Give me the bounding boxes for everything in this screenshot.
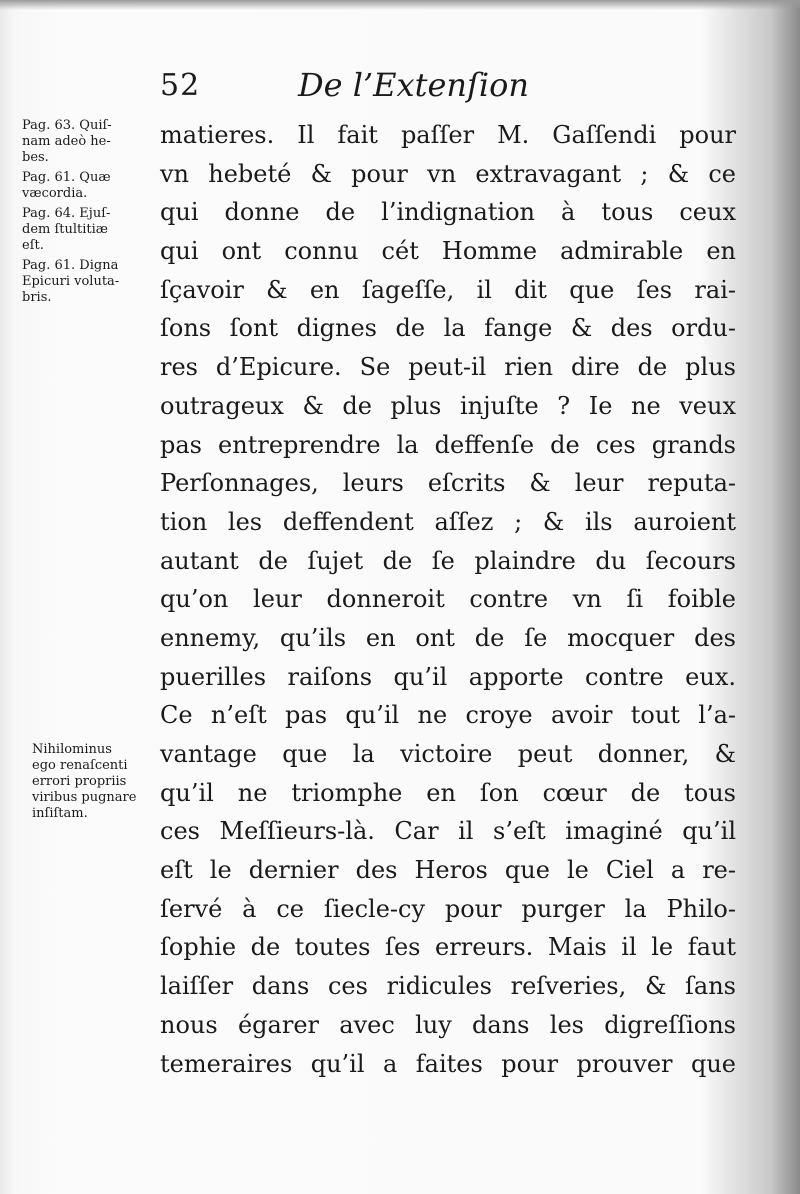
- text-line: ſervé à ce ſiecle-cy pour purger la Philo-: [160, 894, 736, 923]
- text-line: Ce n’eſt pas qu’il ne croye avoir tout l’a-: [160, 701, 736, 730]
- margin-notes: [22, 118, 157, 310]
- margin-note-line: inſiſtam.: [32, 806, 88, 821]
- margin-note-line: bris.: [22, 290, 52, 305]
- margin-note-line: errori propriis: [32, 774, 127, 789]
- body-text: [160, 116, 736, 1083]
- text-line: temeraires qu’il a faites pour prouver que: [160, 1049, 736, 1078]
- margin-note: [22, 118, 157, 166]
- text-line: laiſſer dans ces ridicules reſveries, & ſans: [160, 972, 736, 1001]
- running-title: De l’Extenſion: [298, 66, 529, 104]
- margin-note-line: Pag. 61. Quæ: [22, 170, 111, 185]
- margin-note-line: eſt.: [22, 238, 44, 253]
- text-line: vantage que la victoire peut donner, &: [160, 740, 736, 768]
- margin-note-line: nam adeò he-: [22, 134, 111, 149]
- text-line: ſçavoir & en ſageſſe, il dit que ſes rai-: [160, 275, 736, 304]
- text-line: qu’il ne triomphe en ſon cœur de tous: [160, 778, 736, 807]
- page-number: 52: [160, 68, 201, 103]
- text-line: Perſonnages, leurs eſcrits & leur reputa-: [160, 469, 736, 498]
- text-line: outrageux & de plus injuſte ? Ie ne veux: [160, 391, 736, 420]
- margin-note-line: Pag. 64. Ejuſ-: [22, 206, 111, 221]
- text-line: qui donne de l’indignation à tous ceux: [160, 198, 736, 227]
- text-line: nous égarer avec luy dans les digreſſions: [160, 1010, 736, 1039]
- margin-note: [22, 258, 157, 306]
- margin-note-line: Epicuri voluta-: [22, 274, 120, 289]
- text-line: autant de ſujet de ſe plaindre du ſecours: [160, 546, 736, 575]
- margin-note-line: Pag. 61. Digna: [22, 258, 119, 273]
- text-line: ſophie de toutes ſes erreurs. Mais il le faut: [160, 933, 736, 962]
- text-line: eſt le dernier des Heros que le Ciel a re-: [160, 856, 736, 885]
- text-line: ſons ſont dignes de la fange & des ordu-: [160, 314, 736, 343]
- margin-note: [22, 170, 157, 202]
- text-line: ennemy, qu’ils en ont de ſe mocquer des: [160, 623, 736, 652]
- margin-note: [22, 206, 157, 254]
- text-line: puerilles raiſons qu’il apporte contre eux.: [160, 662, 736, 691]
- text-line: vn hebeté & pour vn extravagant ; & ce: [160, 159, 736, 188]
- margin-note-line: bes.: [22, 150, 49, 165]
- text-line: res d’Epicure. Se peut-il rien dire de plus: [160, 353, 736, 382]
- page-header: [150, 64, 650, 104]
- margin-note-line: viribus pugnare: [32, 790, 137, 805]
- margin-note-latin: [32, 742, 172, 822]
- margin-note-line: Nihilominus: [32, 742, 112, 757]
- text-line: pas entreprendre la deffenſe de ces grands: [160, 430, 736, 459]
- text-line: tion les deffendent aſſez ; & ils auroient: [160, 507, 736, 536]
- text-line: matieres. Il fait paſſer M. Gaſſendi pour: [160, 121, 736, 149]
- margin-note-line: ego renaſcenti: [32, 758, 128, 773]
- margin-note-line: dem ſtultitiæ: [22, 222, 109, 237]
- margin-note-line: Pag. 63. Quiſ-: [22, 118, 112, 133]
- text-line: qu’on leur donneroit contre vn ſi foible: [160, 585, 736, 614]
- text-line: qui ont connu cét Homme admirable en: [160, 237, 736, 266]
- text-line: ces Meſſieurs-là. Car il s’eſt imaginé qu’il: [160, 817, 736, 846]
- margin-note-line: væcordia.: [22, 186, 88, 201]
